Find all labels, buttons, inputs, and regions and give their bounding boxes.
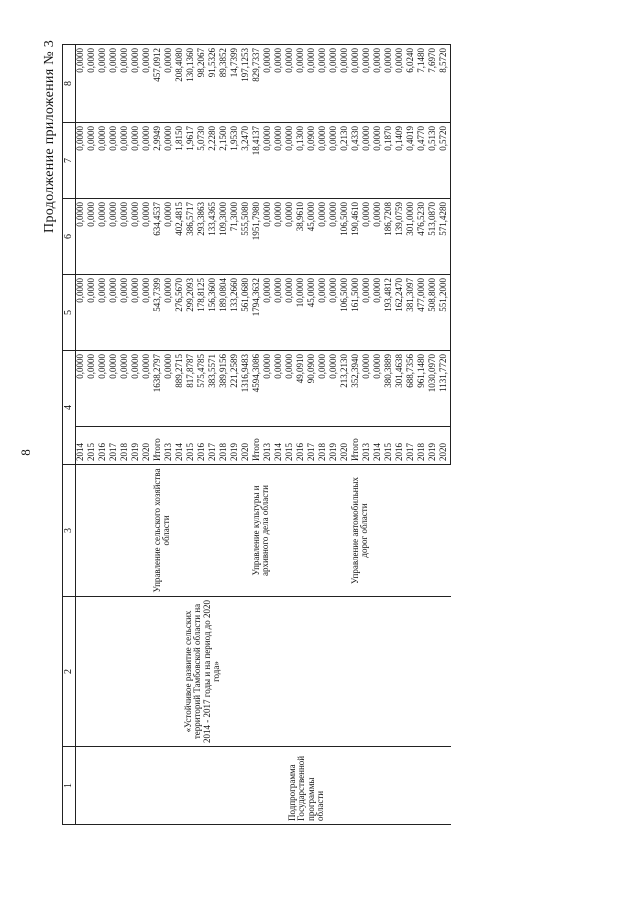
value-cell-col7: 0,0000 <box>120 123 131 199</box>
value-cell-col8: 0,0000 <box>351 45 362 123</box>
value-cell-col5: 0,0000 <box>263 275 274 351</box>
value-cell-col5: 0,0000 <box>274 275 285 351</box>
year-cell: 2016 <box>395 427 406 465</box>
value-cell-col8: 0,0000 <box>373 45 384 123</box>
value-cell-col7: 2,2280 <box>208 123 219 199</box>
value-cell-col8: 208,4080 <box>175 45 186 123</box>
value-cell-col4: 0,0000 <box>131 351 142 427</box>
value-cell-col7: 0,0000 <box>373 123 384 199</box>
value-cell-col5: 193,4812 <box>384 275 395 351</box>
value-cell-col6: 555,5080 <box>241 199 252 275</box>
budget-table <box>62 44 451 825</box>
value-cell-col6: 186,7208 <box>384 199 395 275</box>
value-cell-col7: 0,5130 <box>428 123 439 199</box>
value-cell-col5: 10,0000 <box>296 275 307 351</box>
value-cell-col4: 0,0000 <box>142 351 153 427</box>
subprogram-cell <box>76 747 451 825</box>
value-cell-col4: 575,4785 <box>197 351 208 427</box>
value-cell-col5: 161,5000 <box>351 275 362 351</box>
value-cell-col8: 7,6970 <box>428 45 439 123</box>
value-cell-col7: 0,0000 <box>274 123 285 199</box>
value-cell-col7: 0,0000 <box>98 123 109 199</box>
value-cell-col5: 0,0000 <box>318 275 329 351</box>
value-cell-col6: 0,0000 <box>98 199 109 275</box>
value-cell-col8: 0,0000 <box>307 45 318 123</box>
value-cell-col4: 389,9156 <box>219 351 230 427</box>
value-cell-col7: 0,0000 <box>131 123 142 199</box>
value-cell-col7: 0,1300 <box>296 123 307 199</box>
value-cell-col6: 0,0000 <box>263 199 274 275</box>
value-cell-col7: 2,1500 <box>219 123 230 199</box>
value-cell-col6: 139,0759 <box>395 199 406 275</box>
value-cell-col5: 0,0000 <box>131 275 142 351</box>
value-cell-col5: 551,2000 <box>439 275 451 351</box>
value-cell-col7: 1,8150 <box>175 123 186 199</box>
value-cell-col5: 0,0000 <box>76 275 88 351</box>
agency-cell <box>76 465 154 597</box>
value-cell-col7: 0,2130 <box>340 123 351 199</box>
col-header-5: 5 <box>63 275 76 351</box>
value-cell-col8: 0,0000 <box>263 45 274 123</box>
value-cell-col7: 0,0900 <box>307 123 318 199</box>
value-cell-col4: 49,0910 <box>296 351 307 427</box>
col-header-8: 8 <box>63 45 76 123</box>
value-cell-col6: 0,0000 <box>318 199 329 275</box>
year-cell: 2020 <box>241 427 252 465</box>
year-cell: 2019 <box>230 427 241 465</box>
column-number-row <box>63 45 76 825</box>
value-cell-col4: 0,0000 <box>373 351 384 427</box>
value-cell-col4: 688,7356 <box>406 351 417 427</box>
value-cell-col4: 0,0000 <box>329 351 340 427</box>
page-number: 8 <box>18 449 33 456</box>
value-cell-col6: 38,9610 <box>296 199 307 275</box>
value-cell-col4: 1638,2797 <box>153 351 164 427</box>
value-cell-col6: 293,3863 <box>197 199 208 275</box>
value-cell-col7: 0,0000 <box>87 123 98 199</box>
year-cell: 2017 <box>406 427 417 465</box>
value-cell-col5: 276,5670 <box>175 275 186 351</box>
value-cell-col6: 0,0000 <box>373 199 384 275</box>
value-cell-col5: 162,2470 <box>395 275 406 351</box>
value-cell-col8: 130,1360 <box>186 45 197 123</box>
year-cell: 2018 <box>318 427 329 465</box>
value-cell-col4: 1030,0970 <box>428 351 439 427</box>
value-cell-col4: 0,0000 <box>362 351 373 427</box>
value-cell-col8: 0,0000 <box>164 45 175 123</box>
value-cell-col5: 0,0000 <box>329 275 340 351</box>
value-cell-col5: 299,2093 <box>186 275 197 351</box>
value-cell-col4: 1316,9483 <box>241 351 252 427</box>
value-cell-col8: 0,0000 <box>318 45 329 123</box>
value-cell-col7: 0,0000 <box>164 123 175 199</box>
year-cell: 2018 <box>417 427 428 465</box>
value-cell-col6: 0,0000 <box>285 199 296 275</box>
value-cell-col6: 634,4537 <box>153 199 164 275</box>
value-cell-col8: 0,0000 <box>340 45 351 123</box>
value-cell-col6: 0,0000 <box>164 199 175 275</box>
value-cell-col4: 352,3940 <box>351 351 362 427</box>
program-title-cell <box>76 597 451 747</box>
value-cell-col4: 1131,7720 <box>439 351 451 427</box>
year-cell: 2015 <box>186 427 197 465</box>
value-cell-col7: 0,0000 <box>263 123 274 199</box>
year-cell: 2018 <box>120 427 131 465</box>
value-cell-col7: 3,2470 <box>241 123 252 199</box>
value-cell-col8: 0,0000 <box>76 45 88 123</box>
year-cell: 2014 <box>373 427 384 465</box>
year-cell: 2019 <box>428 427 439 465</box>
value-cell-col6: 386,5717 <box>186 199 197 275</box>
value-cell-col6: 190,4610 <box>351 199 362 275</box>
value-cell-col8: 8,5720 <box>439 45 451 123</box>
value-cell-col4: 889,2715 <box>175 351 186 427</box>
value-cell-col8: 0,0000 <box>329 45 340 123</box>
value-cell-col8: 0,0000 <box>384 45 395 123</box>
value-cell-col6: 0,0000 <box>362 199 373 275</box>
value-cell-col7: 0,0000 <box>318 123 329 199</box>
year-cell: 2014 <box>76 427 88 465</box>
value-cell-col4: 213,2130 <box>340 351 351 427</box>
value-cell-col7: 0,0000 <box>285 123 296 199</box>
value-cell-col5: 1794,3632 <box>252 275 263 351</box>
value-cell-col8: 0,0000 <box>131 45 142 123</box>
value-cell-col5: 543,7399 <box>153 275 164 351</box>
value-cell-col8: 6,0240 <box>406 45 417 123</box>
year-cell: 2013 <box>362 427 373 465</box>
value-cell-col7: 2,9949 <box>153 123 164 199</box>
value-cell-col4: 0,0000 <box>164 351 175 427</box>
year-cell: Итого <box>252 427 263 465</box>
year-cell: 2016 <box>296 427 307 465</box>
value-cell-col8: 0,0000 <box>98 45 109 123</box>
value-cell-col5: 0,0000 <box>362 275 373 351</box>
value-cell-col7: 0,4019 <box>406 123 417 199</box>
value-cell-col6: 0,0000 <box>131 199 142 275</box>
value-cell-col8: 0,0000 <box>109 45 120 123</box>
table-body <box>76 45 451 825</box>
value-cell-col5: 0,0000 <box>109 275 120 351</box>
value-cell-col5: 156,3600 <box>208 275 219 351</box>
agency-name: Управление сельского хозяйства области <box>152 468 172 593</box>
value-cell-col7: 0,4770 <box>417 123 428 199</box>
year-cell: 2017 <box>307 427 318 465</box>
value-cell-col6: 0,0000 <box>329 199 340 275</box>
value-cell-col5: 0,0000 <box>142 275 153 351</box>
value-cell-col6: 133,4365 <box>208 199 219 275</box>
value-cell-col5: 381,3097 <box>406 275 417 351</box>
value-cell-col8: 89,3852 <box>219 45 230 123</box>
value-cell-col5: 0,0000 <box>373 275 384 351</box>
value-cell-col8: 0,0000 <box>87 45 98 123</box>
value-cell-col7: 0,0000 <box>362 123 373 199</box>
value-cell-col6: 301,0000 <box>406 199 417 275</box>
value-cell-col6: 109,3000 <box>219 199 230 275</box>
value-cell-col6: 0,0000 <box>109 199 120 275</box>
value-cell-col4: 0,0000 <box>98 351 109 427</box>
year-cell: 2017 <box>208 427 219 465</box>
value-cell-col6: 0,0000 <box>274 199 285 275</box>
year-cell: 2013 <box>263 427 274 465</box>
col-header-6: 6 <box>63 199 76 275</box>
subprogram-label: Подпрограмма Государственной программы области <box>287 755 326 821</box>
year-cell: 2014 <box>274 427 285 465</box>
table-row <box>76 45 88 825</box>
value-cell-col8: 0,0000 <box>362 45 373 123</box>
value-cell-col4: 380,3889 <box>384 351 395 427</box>
col-header-7: 7 <box>63 123 76 199</box>
value-cell-col7: 0,0000 <box>109 123 120 199</box>
year-cell: 2017 <box>109 427 120 465</box>
appendix-heading: Продолжение приложения № 3 <box>42 40 57 233</box>
value-cell-col5: 0,0000 <box>164 275 175 351</box>
value-cell-col7: 0,5720 <box>439 123 451 199</box>
value-cell-col7: 0,1409 <box>395 123 406 199</box>
year-cell: 2016 <box>197 427 208 465</box>
value-cell-col8: 98,2067 <box>197 45 208 123</box>
year-cell: 2014 <box>175 427 186 465</box>
value-cell-col5: 189,0804 <box>219 275 230 351</box>
value-cell-col6: 71,3000 <box>230 199 241 275</box>
year-cell: 2019 <box>329 427 340 465</box>
value-cell-col4: 0,0000 <box>285 351 296 427</box>
value-cell-col8: 0,0000 <box>296 45 307 123</box>
value-cell-col8: 197,1253 <box>241 45 252 123</box>
year-cell: 2020 <box>142 427 153 465</box>
year-cell: 2020 <box>439 427 451 465</box>
value-cell-col5: 178,8125 <box>197 275 208 351</box>
agency-name: Управление культуры и архивного дела области <box>251 485 271 576</box>
agency-cell <box>252 465 351 597</box>
value-cell-col7: 5,0730 <box>197 123 208 199</box>
value-cell-col6: 0,0000 <box>76 199 88 275</box>
value-cell-col4: 0,0000 <box>76 351 88 427</box>
value-cell-col6: 402,4815 <box>175 199 186 275</box>
value-cell-col7: 0,4330 <box>351 123 362 199</box>
value-cell-col8: 91,5326 <box>208 45 219 123</box>
value-cell-col4: 0,0000 <box>274 351 285 427</box>
col-header-2: 2 <box>63 597 76 747</box>
year-cell: 2015 <box>285 427 296 465</box>
value-cell-col8: 0,0000 <box>285 45 296 123</box>
value-cell-col5: 508,8000 <box>428 275 439 351</box>
value-cell-col5: 45,0000 <box>307 275 318 351</box>
value-cell-col8: 0,0000 <box>120 45 131 123</box>
value-cell-col7: 0,0000 <box>76 123 88 199</box>
value-cell-col4: 4594,3086 <box>252 351 263 427</box>
value-cell-col6: 1951,7980 <box>252 199 263 275</box>
year-cell: Итого <box>153 427 164 465</box>
value-cell-col5: 477,0000 <box>417 275 428 351</box>
year-cell: 2015 <box>87 427 98 465</box>
value-cell-col8: 0,0000 <box>142 45 153 123</box>
year-cell: 2019 <box>131 427 142 465</box>
value-cell-col5: 561,0680 <box>241 275 252 351</box>
col-header-3: 3 <box>63 465 76 597</box>
value-cell-col5: 0,0000 <box>285 275 296 351</box>
program-title: «Устойчивое развитие сельских территорий Тамбовской области на 2014 - 2017 годы и на период до 2020 года» <box>183 600 222 743</box>
value-cell-col6: 513,0870 <box>428 199 439 275</box>
agency-cell <box>153 465 252 597</box>
value-cell-col4: 90,0900 <box>307 351 318 427</box>
value-cell-col6: 476,5230 <box>417 199 428 275</box>
value-cell-col5: 133,2660 <box>230 275 241 351</box>
year-cell: Итого <box>351 427 362 465</box>
value-cell-col6: 45,0000 <box>307 199 318 275</box>
value-cell-col6: 0,0000 <box>142 199 153 275</box>
year-cell: 2016 <box>98 427 109 465</box>
value-cell-col8: 0,0000 <box>274 45 285 123</box>
value-cell-col5: 0,0000 <box>120 275 131 351</box>
value-cell-col7: 0,0000 <box>329 123 340 199</box>
value-cell-col8: 0,0000 <box>395 45 406 123</box>
value-cell-col4: 817,8787 <box>186 351 197 427</box>
value-cell-col7: 1,9530 <box>230 123 241 199</box>
value-cell-col5: 106,5000 <box>340 275 351 351</box>
value-cell-col6: 0,0000 <box>120 199 131 275</box>
agency-name: Управление автомобильных дорог области <box>350 476 370 585</box>
value-cell-col6: 571,4280 <box>439 199 451 275</box>
value-cell-col8: 829,7337 <box>252 45 263 123</box>
value-cell-col7: 0,1870 <box>384 123 395 199</box>
value-cell-col5: 0,0000 <box>87 275 98 351</box>
value-cell-col4: 0,0000 <box>318 351 329 427</box>
year-cell: 2015 <box>384 427 395 465</box>
value-cell-col4: 301,4638 <box>395 351 406 427</box>
value-cell-col8: 14,7399 <box>230 45 241 123</box>
value-cell-col7: 1,9617 <box>186 123 197 199</box>
value-cell-col4: 961,1480 <box>417 351 428 427</box>
value-cell-col4: 221,2589 <box>230 351 241 427</box>
value-cell-col4: 383,5571 <box>208 351 219 427</box>
value-cell-col4: 0,0000 <box>109 351 120 427</box>
col-header-4: 4 <box>63 351 76 465</box>
value-cell-col4: 0,0000 <box>87 351 98 427</box>
value-cell-col8: 457,0912 <box>153 45 164 123</box>
year-cell: 2020 <box>340 427 351 465</box>
year-cell: 2018 <box>219 427 230 465</box>
value-cell-col4: 0,0000 <box>263 351 274 427</box>
value-cell-col7: 0,0000 <box>142 123 153 199</box>
col-header-1: 1 <box>63 747 76 825</box>
agency-cell <box>351 465 451 597</box>
value-cell-col6: 106,5000 <box>340 199 351 275</box>
value-cell-col8: 7,1480 <box>417 45 428 123</box>
year-cell: 2013 <box>164 427 175 465</box>
value-cell-col6: 0,0000 <box>87 199 98 275</box>
value-cell-col4: 0,0000 <box>120 351 131 427</box>
value-cell-col5: 0,0000 <box>98 275 109 351</box>
value-cell-col7: 18,4137 <box>252 123 263 199</box>
